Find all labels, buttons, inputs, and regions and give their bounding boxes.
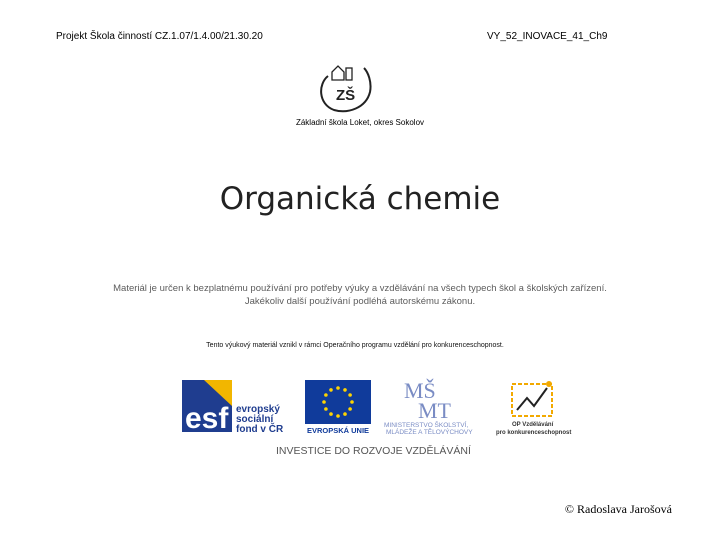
school-logo (316, 64, 378, 114)
esf-line-2: sociální (236, 414, 274, 425)
msmt-logo (384, 378, 473, 436)
op-note: Tento výukový materiál vznikl v rámci Operačního programu vzdělání pro konkurenceschopnost. (206, 342, 504, 349)
op-vk-logo (496, 381, 571, 436)
esf-word: esf (185, 402, 229, 435)
msmt-line-1: MINISTERSTVO ŠKOLSTVÍ, (384, 422, 469, 429)
slogan: INVESTICE DO ROZVOJE VZDĚLÁVÁNÍ (276, 445, 471, 457)
op-line-1: OP Vzdělávání (512, 422, 554, 428)
usage-note-line1: Materiál je určen k bezplatnému používání pro potřeby výuky a vzdělávání na všech typech škol a školských zařízení. (113, 283, 607, 294)
material-code: VY_52_INOVACE_41_Ch9 (487, 31, 608, 42)
msmt-mark-bottom: MT (418, 398, 451, 423)
esf-logo (182, 380, 284, 435)
eu-star (336, 386, 340, 390)
eu-star (343, 388, 347, 392)
eu-star (343, 412, 347, 416)
eu-star (329, 412, 333, 416)
copyright: © Radoslava Jarošová (564, 502, 672, 516)
op-line-2: pro konkurenceschopnost (496, 430, 572, 436)
project-id: Projekt Škola činností CZ.1.07/1.4.00/21.30.20 (56, 31, 263, 42)
eu-star (329, 388, 333, 392)
school-name: Základní škola Loket, okres Sokolov (295, 118, 425, 127)
eu-star (322, 400, 326, 404)
esf-line-1: evropský (236, 404, 280, 415)
document-title: Organická chemie (219, 181, 501, 217)
msmt-line-2: MLÁDEŽE A TĚLOVÝCHOVY (386, 429, 473, 436)
esf-line-3: fond v ČR (236, 424, 284, 435)
eu-label: EVROPSKÁ UNIE (306, 426, 370, 435)
usage-note (0, 282, 720, 308)
eu-star (324, 393, 328, 397)
eu-star (348, 407, 352, 411)
eu-star (336, 414, 340, 418)
eu-star (348, 393, 352, 397)
msmt-mark-top: MŠ (404, 378, 436, 403)
eu-star (350, 400, 354, 404)
school-logo-letters: ZŠ (336, 87, 356, 104)
eu-star (324, 407, 328, 411)
usage-note-line2: Jakékoliv další používání podléhá autorskému zákonu. (244, 296, 476, 307)
eu-flag-logo (305, 380, 371, 435)
funding-logos (182, 376, 602, 458)
